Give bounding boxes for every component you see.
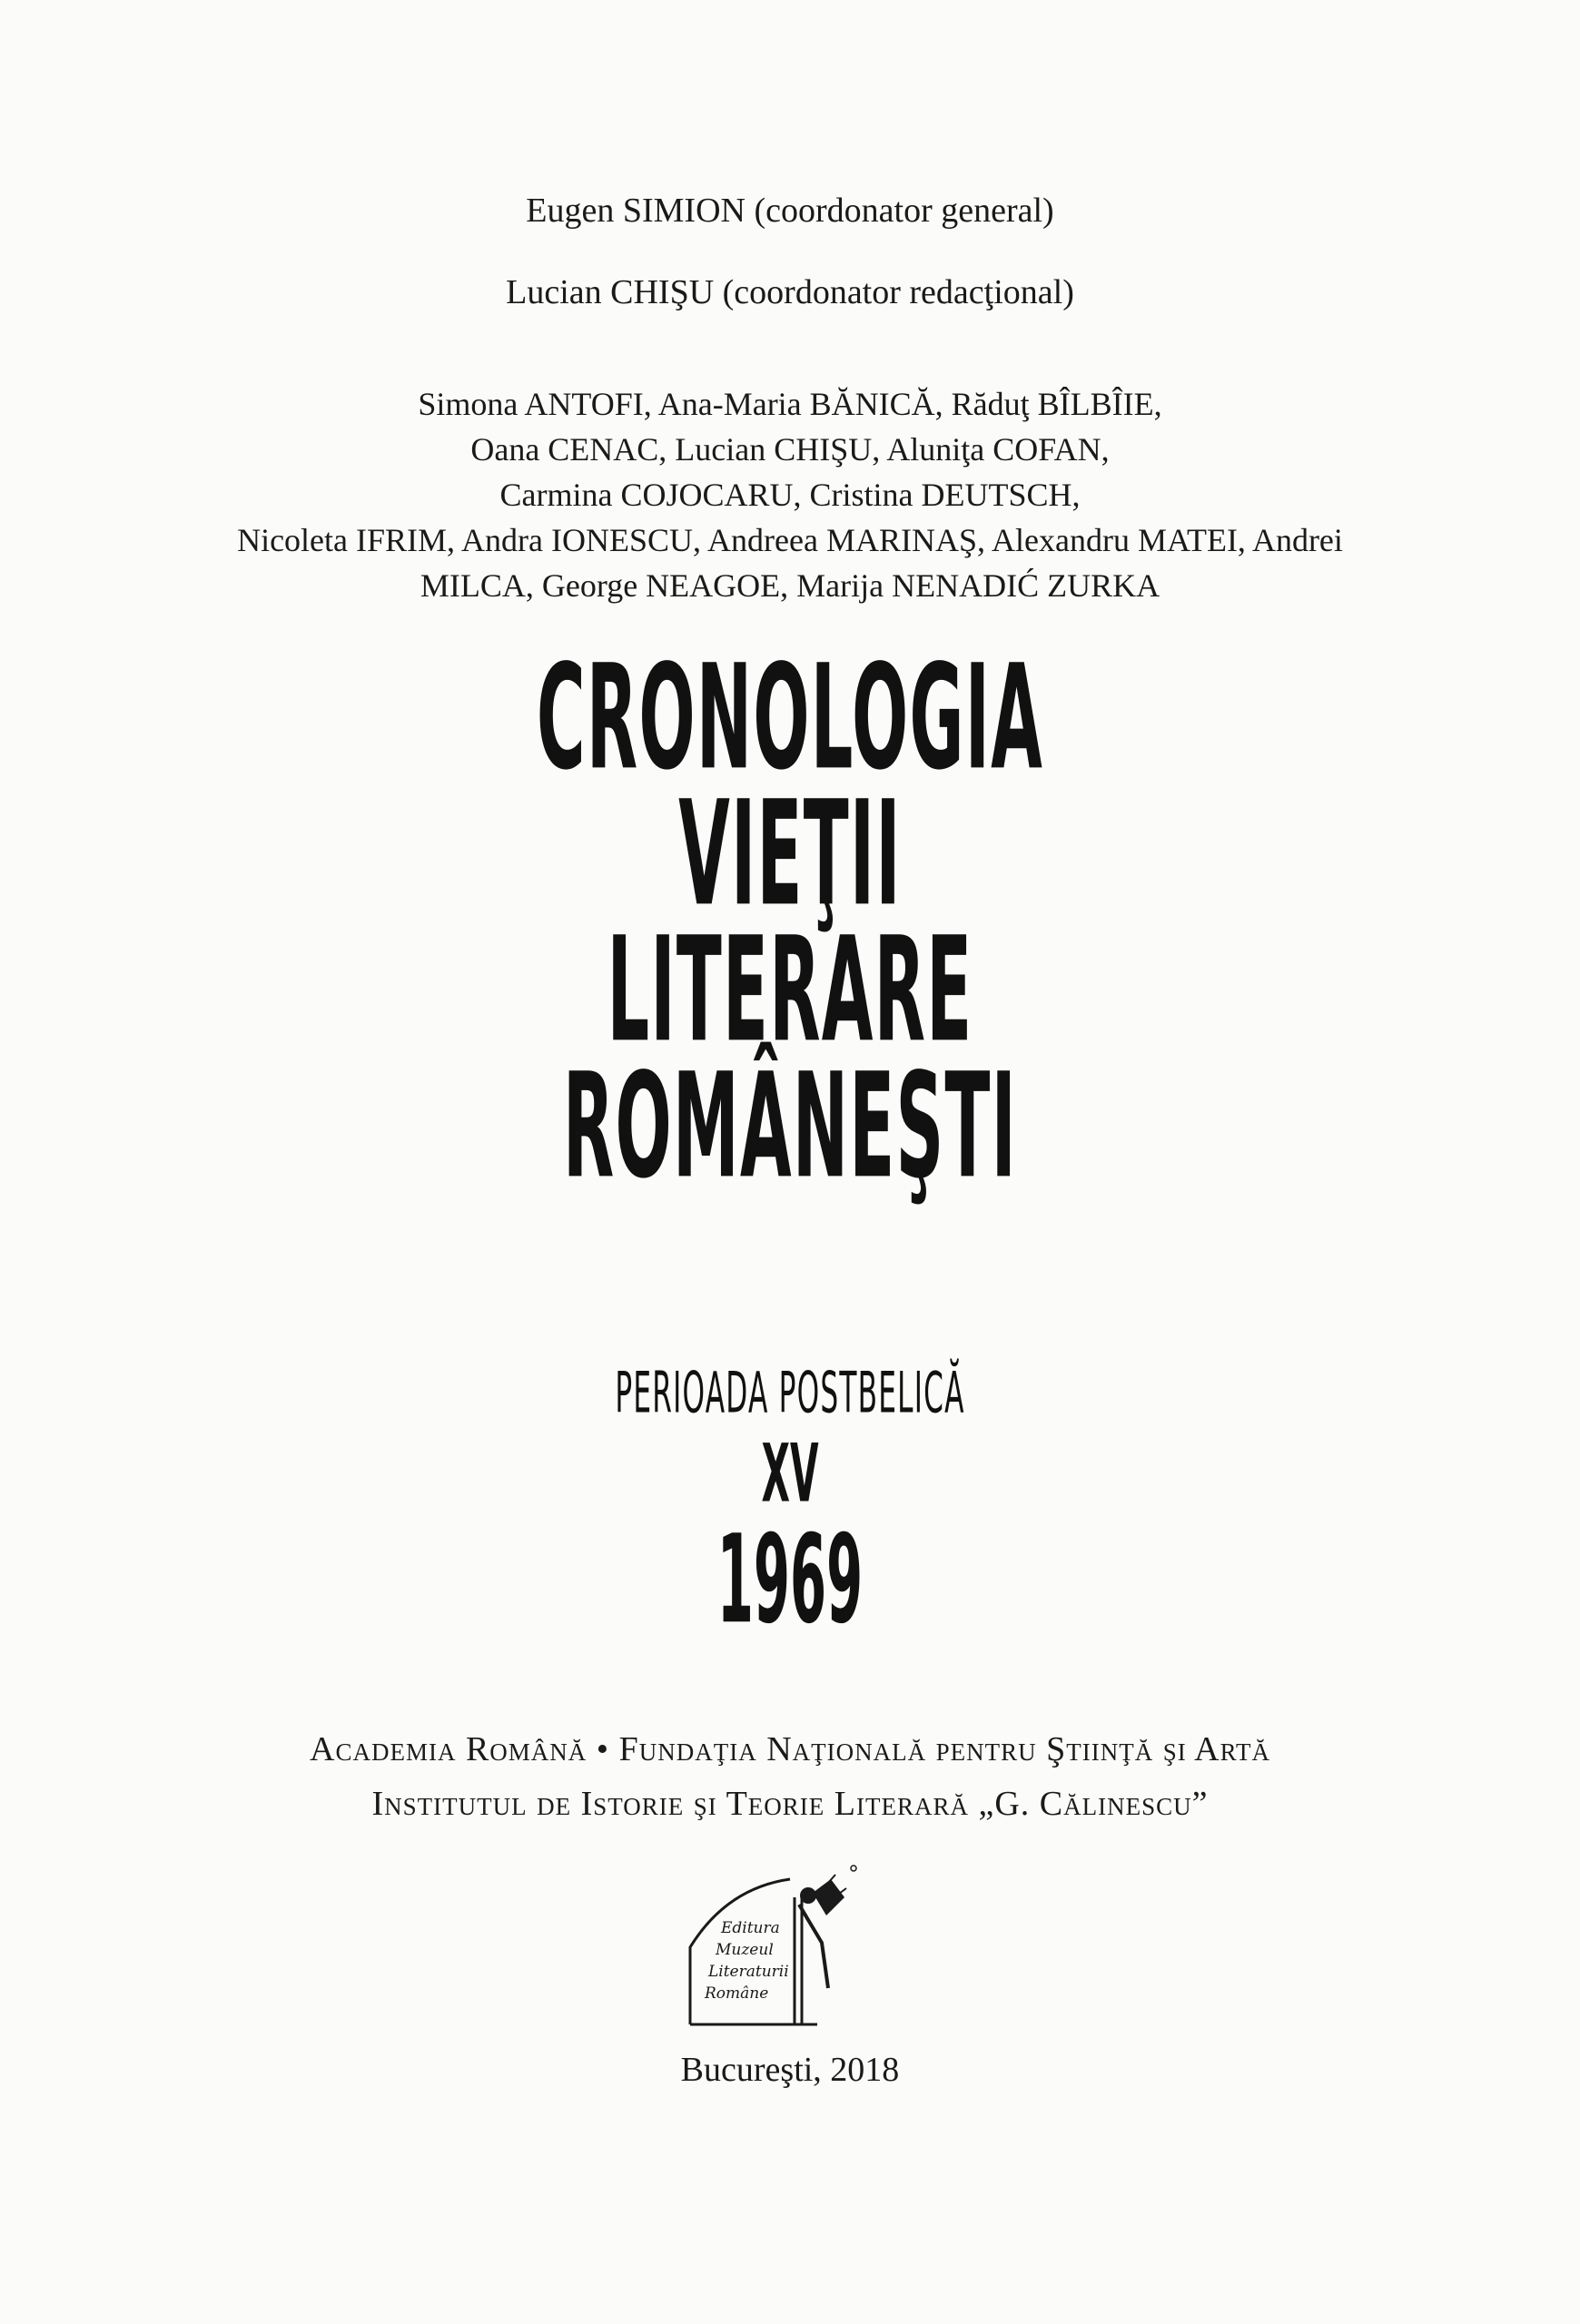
- title-line-2: VIEŢII: [678, 768, 902, 939]
- book-title: [0, 632, 1580, 1211]
- publisher-line: Române: [705, 1984, 769, 2003]
- title-line-1: CRONOLOGIA: [536, 632, 1044, 803]
- publisher-logo: [672, 1861, 872, 2034]
- publisher-line: Editura: [721, 1919, 780, 1937]
- subtitle-block: [0, 1361, 1580, 1651]
- contributors-line: Nicoleta IFRIM, Andra IONESCU, Andreea MARINAŞ, Alexandru MATEI, Andrei: [237, 522, 1343, 558]
- subtitle: PERIOADA POSTBELICĂ: [615, 1361, 965, 1426]
- editorial-coordinator: Lucian CHIŞU (coordonator redacţional): [506, 273, 1074, 311]
- contributors-line: MILCA, George NEAGOE, Marija NENADIĆ ZURKA: [420, 567, 1160, 604]
- general-coordinator: Eugen SIMION (coordonator general): [526, 192, 1054, 230]
- volume-number: XV: [761, 1428, 819, 1521]
- institution-line-1: Academia Română • Fundaţia Naţională pentru Ştiinţă şi Artă: [310, 1730, 1270, 1768]
- city-year: Bucureşti, 2018: [680, 2051, 900, 2089]
- volume-year: 1969: [716, 1508, 864, 1651]
- contributors-list: [109, 381, 1471, 608]
- publisher-line: Literaturii: [708, 1963, 789, 1981]
- publisher-line: Muzeul: [716, 1941, 774, 1959]
- publisher-name: [697, 1917, 789, 2004]
- title-line-4: ROMÂNEŞTI: [562, 1040, 1018, 1211]
- contributors-line: Simona ANTOFI, Ana-Maria BĂNICĂ, Răduţ BÎLBÎIE,: [418, 386, 1162, 422]
- title-line-3: LITERARE: [607, 904, 973, 1075]
- contributors-line: Carmina COJOCARU, Cristina DEUTSCH,: [499, 477, 1081, 513]
- contributors-line: Oana CENAC, Lucian CHIŞU, Aluniţa COFAN,: [470, 431, 1110, 468]
- institution-line-2: Institutul de Istorie şi Teorie Literară „G. Călinescu”: [371, 1785, 1209, 1823]
